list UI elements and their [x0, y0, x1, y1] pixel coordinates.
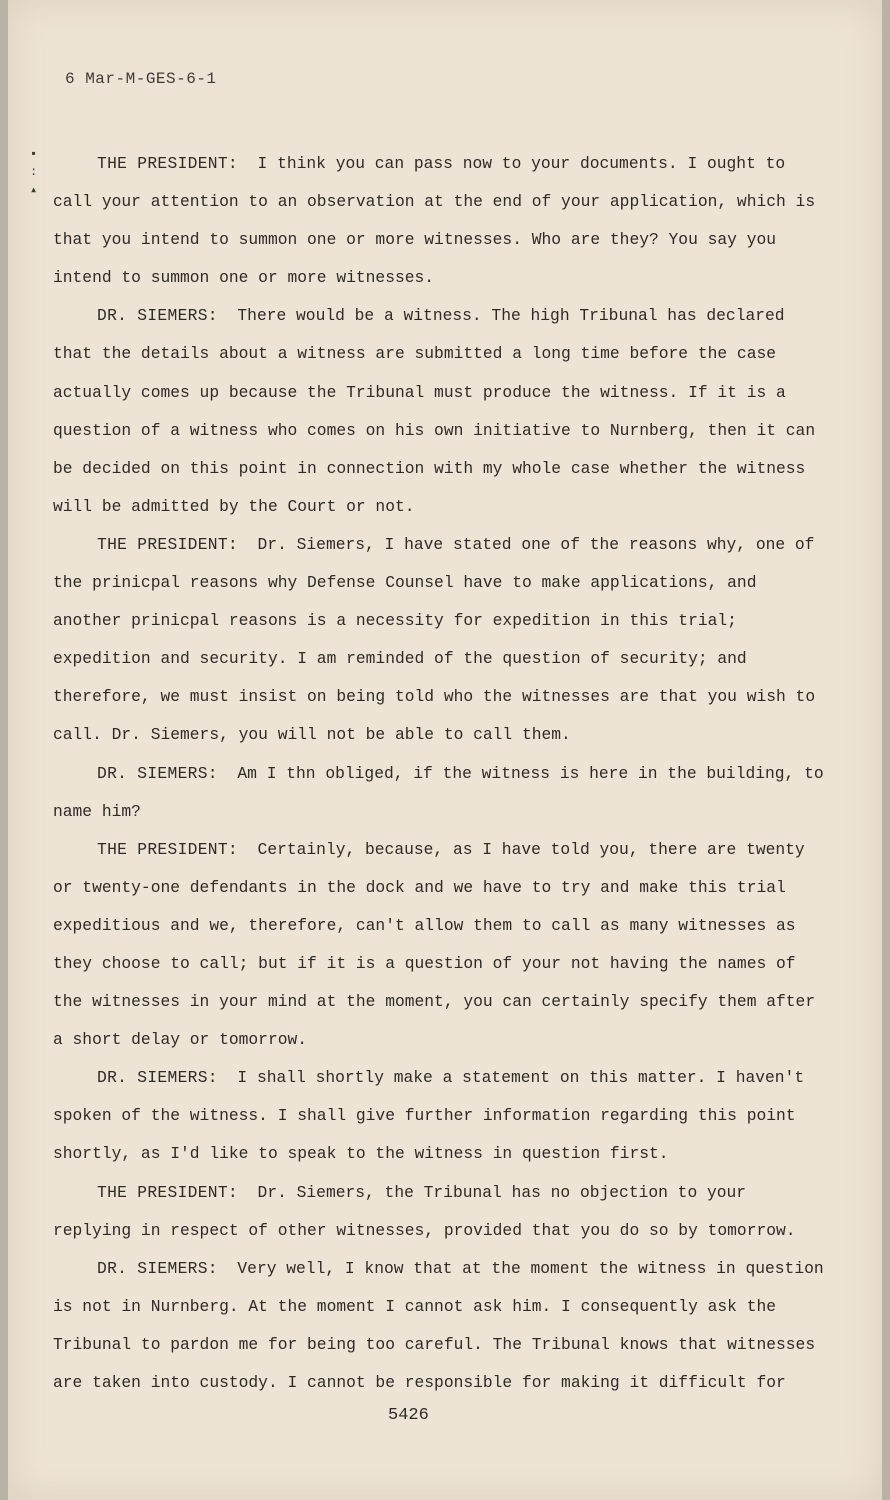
- paragraph-text: I think you can pass now to your documents. I ought to call your attention to an observation at the end of your application, which is that you intend to summon one or more witnesses. Who are they? You say you intend to summon one or more witnesses.: [53, 154, 816, 288]
- paragraph-text: Certainly, because, as I have told you, there are twenty or twenty-one defendants in the dock and we have to try and make this trial expeditious and we, therefore, can't allow them to call as many witnesses as they choose to call; but if it is a question of your not having the names of the witnesses in your mind at the moment, you can certainly specify them after a short delay or tomorrow.: [53, 839, 816, 1050]
- speaker-label: THE PRESIDENT:: [97, 1182, 238, 1202]
- paragraph: [53, 1250, 833, 1402]
- paragraph-text: Very well, I know that at the moment the witness in question is not in Nurnberg. At the moment I cannot ask him. I consequently ask the Tribunal to pardon me for being too careful. The Tribunal knows that witnesses are taken into custody. I cannot be responsible for making it difficult for: [53, 1258, 824, 1392]
- speaker-label: DR. SIEMERS:: [97, 306, 218, 326]
- paragraph-text: There would be a witness. The high Tribunal has declared that the details about a witness are submitted a long time before the case actually comes up because the Tribunal must produce the witness. If it is a question of a witness who comes on his own initiative to Nurnberg, then it can be decided on this point in connection with my whole case whether the witness will be admitted by the Court or not.: [53, 306, 816, 516]
- paragraph-text: Am I thn obliged, if the witness is here in the building, to name him?: [53, 763, 824, 821]
- document-header: 6 Mar-M-GES-6-1: [65, 70, 217, 88]
- speaker-label: THE PRESIDENT:: [97, 534, 238, 554]
- speaker-label: THE PRESIDENT:: [97, 154, 238, 173]
- margin-marks: ▪ : ▴: [30, 147, 38, 197]
- paragraph: [53, 526, 833, 755]
- speaker-label: THE PRESIDENT:: [97, 839, 238, 859]
- paragraph-text: Dr. Siemers, the Tribunal has no objection to your replying in respect of other witnesses, provided that you do so by tomorrow.: [53, 1182, 796, 1240]
- paragraph: [53, 755, 833, 831]
- page-number: 5426: [388, 1406, 429, 1425]
- paragraph: [53, 145, 833, 297]
- document-page: [8, 0, 882, 1500]
- paragraph: [53, 831, 833, 1060]
- speaker-label: DR. SIEMERS:: [97, 763, 218, 783]
- document-body: [53, 145, 833, 1402]
- paragraph: [53, 1174, 833, 1250]
- paragraph: [53, 297, 833, 526]
- paragraph-text: I shall shortly make a statement on this matter. I haven't spoken of the witness. I shall give further information regarding this point shortly, as I'd like to speak to the witness in question first.: [53, 1068, 805, 1164]
- paragraph: [53, 1059, 833, 1173]
- speaker-label: DR. SIEMERS:: [97, 1068, 218, 1088]
- speaker-label: DR. SIEMERS:: [97, 1258, 218, 1278]
- paragraph-text: Dr. Siemers, I have stated one of the reasons why, one of the prinicpal reasons why Defense Counsel have to make applications, and another prinicpal reasons is a necessity for expedition in this trial; expedition and security. I am reminded of the question of security; and therefore, we must insist on being told who the witnesses are that you wish to call. Dr. Siemers, you will not be able to call them.: [53, 534, 816, 745]
